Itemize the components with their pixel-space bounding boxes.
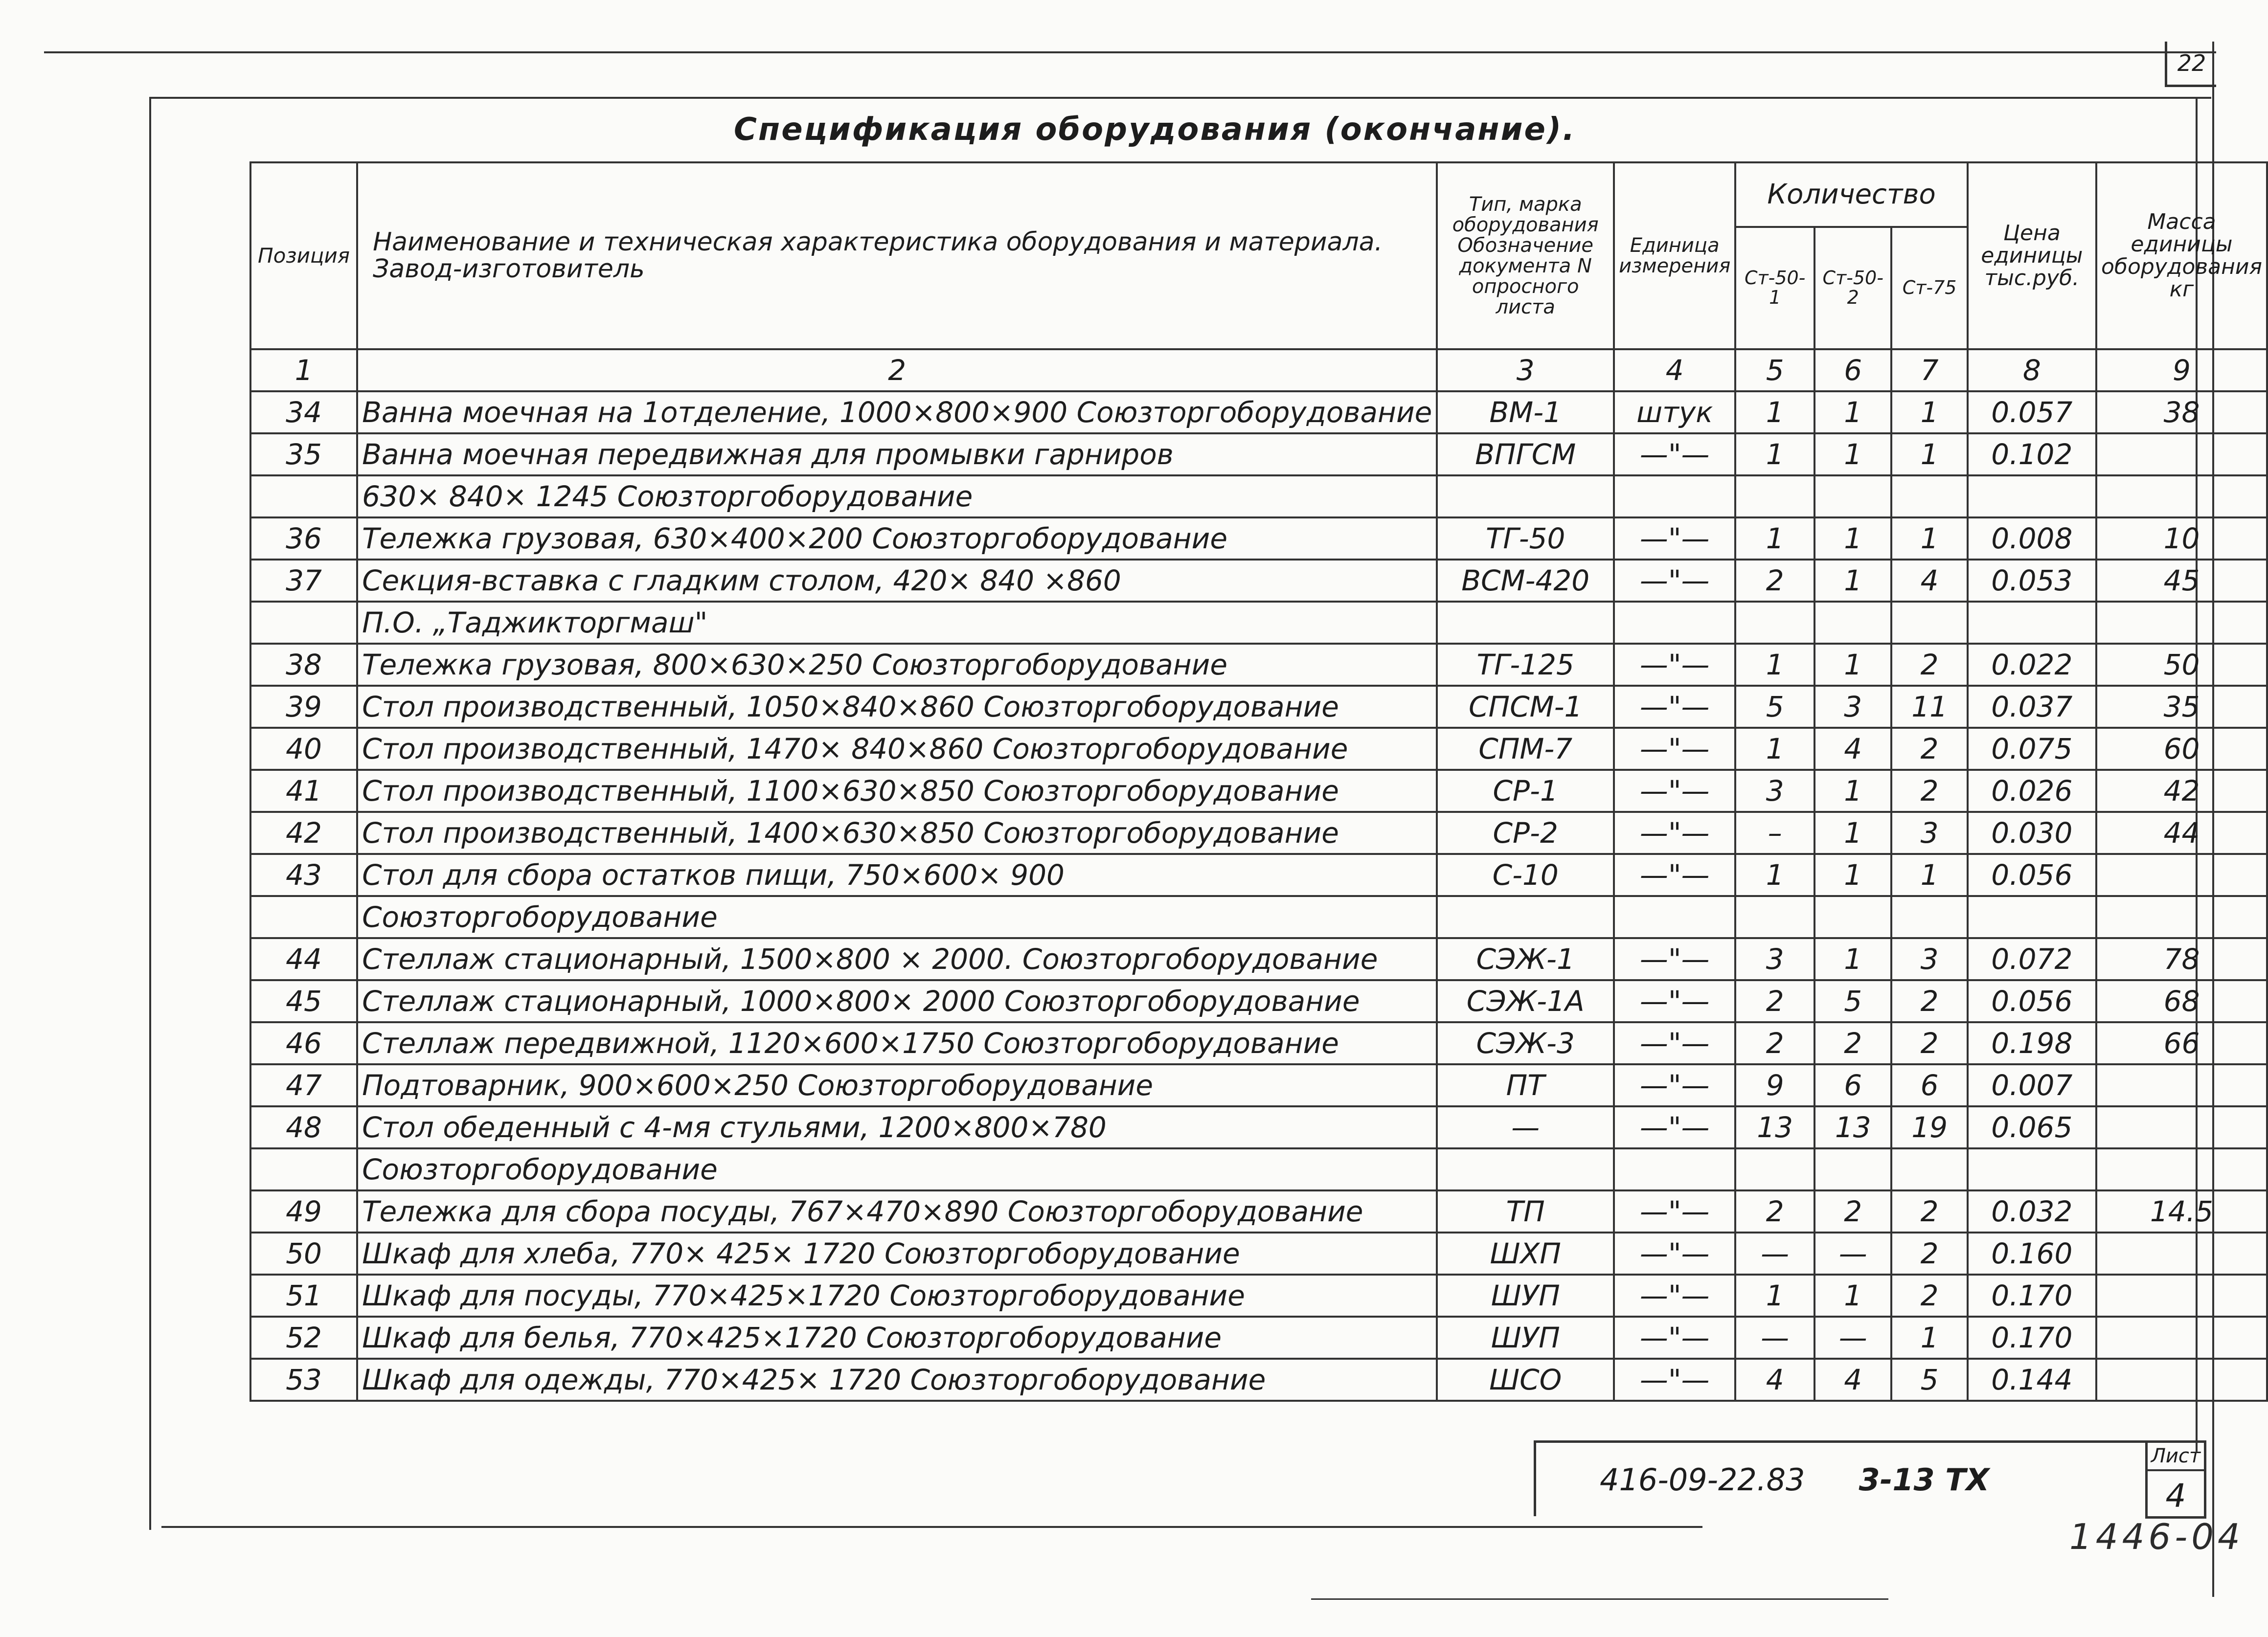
column-number: 5 [1735, 349, 1814, 391]
cell-price: 0.170 [1968, 1317, 2096, 1359]
cell-q2: 2 [1814, 1022, 1891, 1064]
cell-type: С-10 [1437, 854, 1614, 896]
cell-mass: 78 [2096, 938, 2267, 980]
cell-q2 [1814, 475, 1891, 517]
cell-unit: —"— [1614, 812, 1735, 854]
cell-price [1968, 1148, 2096, 1190]
cell-q3: 11 [1891, 686, 1967, 728]
cell-type: СР-1 [1437, 770, 1614, 812]
cell-name: П.О. „Таджикторгмаш" [357, 602, 1437, 644]
cell-unit [1614, 896, 1735, 938]
cell-mass: 50 [2096, 644, 2267, 686]
cell-q3: 2 [1891, 1190, 1967, 1233]
column-number-row [250, 349, 2267, 391]
cell-type [1437, 896, 1614, 938]
header-unit: Единица измерения [1614, 162, 1735, 349]
table-row [250, 1022, 2267, 1064]
cell-q3: 2 [1891, 644, 1967, 686]
cell-name: Стол производственный, 1050×840×860 Союзторгоборудование [357, 686, 1437, 728]
cell-unit [1614, 602, 1735, 644]
cell-mass: 68 [2096, 980, 2267, 1022]
cell-unit: —"— [1614, 1317, 1735, 1359]
cell-unit [1614, 475, 1735, 517]
cell-q3: 1 [1891, 433, 1967, 475]
cell-mass [2096, 475, 2267, 517]
cell-mass: 44 [2096, 812, 2267, 854]
inner-frame-bottom [161, 1526, 1702, 1528]
cell-pos: 37 [250, 560, 357, 602]
table-row [250, 938, 2267, 980]
cell-mass: 60 [2096, 728, 2267, 770]
cell-price: 0.037 [1968, 686, 2096, 728]
cell-name: Стол производственный, 1100×630×850 Союзторгоборудование [357, 770, 1437, 812]
column-number: 3 [1437, 349, 1614, 391]
cell-q2: 1 [1814, 517, 1891, 560]
cell-name: Стол для сбора остатков пищи, 750×600× 900 [357, 854, 1437, 896]
specification-table [249, 161, 2268, 1402]
cell-pos: 40 [250, 728, 357, 770]
cell-mass [2096, 896, 2267, 938]
cell-pos: 47 [250, 1064, 357, 1106]
table-row [250, 896, 2267, 938]
bottom-scan-line [1311, 1598, 1888, 1600]
cell-q1 [1735, 896, 1814, 938]
cell-pos: 42 [250, 812, 357, 854]
cell-price: 0.160 [1968, 1233, 2096, 1275]
cell-q2: 1 [1814, 644, 1891, 686]
cell-mass: 14.5 [2096, 1190, 2267, 1233]
cell-type: ШСО [1437, 1359, 1614, 1401]
cell-name: Союзторгоборудование [357, 896, 1437, 938]
cell-name: Тележка для сбора посуды, 767×470×890 Союзторгоборудование [357, 1190, 1437, 1233]
cell-type [1437, 475, 1614, 517]
cell-q1: 3 [1735, 938, 1814, 980]
cell-mass [2096, 1317, 2267, 1359]
cell-price: 0.026 [1968, 770, 2096, 812]
cell-type: ШХП [1437, 1233, 1614, 1275]
table-row [250, 517, 2267, 560]
cell-q3 [1891, 896, 1967, 938]
cell-name: Подтоварник, 900×600×250 Союзторгоборудование [357, 1064, 1437, 1106]
table-row [250, 1317, 2267, 1359]
cell-type: СПСМ-1 [1437, 686, 1614, 728]
cell-mass: 10 [2096, 517, 2267, 560]
cell-q1: 2 [1735, 1190, 1814, 1233]
cell-price: 0.007 [1968, 1064, 2096, 1106]
cell-q2 [1814, 602, 1891, 644]
cell-type [1437, 602, 1614, 644]
table-row [250, 391, 2267, 433]
cell-pos: 53 [250, 1359, 357, 1401]
cell-unit: —"— [1614, 938, 1735, 980]
cell-q2: 1 [1814, 854, 1891, 896]
table-row [250, 770, 2267, 812]
cell-name: Ванна моечная передвижная для промывки гарниров [357, 433, 1437, 475]
cell-pos: 44 [250, 938, 357, 980]
cell-q1: 1 [1735, 391, 1814, 433]
table-row [250, 644, 2267, 686]
cell-name: Стол производственный, 1470× 840×860 Союзторгоборудование [357, 728, 1437, 770]
cell-q3 [1891, 475, 1967, 517]
cell-type: ВПГСМ [1437, 433, 1614, 475]
cell-type: ТГ-125 [1437, 644, 1614, 686]
cell-unit: —"— [1614, 1064, 1735, 1106]
cell-price: 0.053 [1968, 560, 2096, 602]
cell-q2: 1 [1814, 938, 1891, 980]
cell-pos: 52 [250, 1317, 357, 1359]
cell-price: 0.144 [1968, 1359, 2096, 1401]
cell-price: 0.056 [1968, 980, 2096, 1022]
cell-q2: 4 [1814, 728, 1891, 770]
cell-q3 [1891, 602, 1967, 644]
cell-unit: —"— [1614, 854, 1735, 896]
cell-name: 630× 840× 1245 Союзторгоборудование [357, 475, 1437, 517]
column-number: 7 [1891, 349, 1967, 391]
cell-q3: 1 [1891, 854, 1967, 896]
column-number: 9 [2096, 349, 2267, 391]
document-subcode: 3-13 ТХ [1859, 1461, 1990, 1498]
cell-q2: 2 [1814, 1190, 1891, 1233]
header-position: Позиция [250, 162, 357, 349]
cell-name: Шкаф для хлеба, 770× 425× 1720 Союзторгоборудование [357, 1233, 1437, 1275]
header-type: Тип, марка оборудования Обозначение документа N опросного листа [1437, 162, 1614, 349]
cell-q3: 6 [1891, 1064, 1967, 1106]
cell-q3: 4 [1891, 560, 1967, 602]
cell-q1 [1735, 1148, 1814, 1190]
cell-mass [2096, 602, 2267, 644]
cell-q3: 2 [1891, 980, 1967, 1022]
cell-q1: 4 [1735, 1359, 1814, 1401]
cell-q2: 3 [1814, 686, 1891, 728]
cell-type: ТГ-50 [1437, 517, 1614, 560]
column-number: 6 [1814, 349, 1891, 391]
cell-name: Стол производственный, 1400×630×850 Союзторгоборудование [357, 812, 1437, 854]
column-number: 8 [1968, 349, 2096, 391]
cell-type: СР-2 [1437, 812, 1614, 854]
cell-type: СЭЖ-1А [1437, 980, 1614, 1022]
cell-price: 0.056 [1968, 854, 2096, 896]
cell-q2: 1 [1814, 770, 1891, 812]
cell-q1: 1 [1735, 644, 1814, 686]
cell-q3: 2 [1891, 1275, 1967, 1317]
cell-q3: 3 [1891, 812, 1967, 854]
cell-name: Стеллаж передвижной, 1120×600×1750 Союзторгоборудование [357, 1022, 1437, 1064]
cell-type [1437, 1148, 1614, 1190]
cell-q2 [1814, 896, 1891, 938]
specification-body [250, 349, 2267, 1401]
header-price: Цена единицы тыс.руб. [1968, 162, 2096, 349]
cell-name: Ванна моечная на 1отделение, 1000×800×900 Союзторгоборудование [357, 391, 1437, 433]
cell-q2 [1814, 1148, 1891, 1190]
cell-unit: —"— [1614, 1275, 1735, 1317]
cell-price: 0.075 [1968, 728, 2096, 770]
cell-pos [250, 1148, 357, 1190]
cell-q3: 1 [1891, 391, 1967, 433]
cell-pos: 34 [250, 391, 357, 433]
cell-unit: —"— [1614, 728, 1735, 770]
cell-type: ТП [1437, 1190, 1614, 1233]
cell-mass: 35 [2096, 686, 2267, 728]
page-title: Спецификация оборудования (окончание). [734, 112, 1576, 148]
cell-q3: 2 [1891, 770, 1967, 812]
header-qty-st50-2: Ст-50-2 [1814, 227, 1891, 349]
cell-q1: 2 [1735, 980, 1814, 1022]
table-row [250, 433, 2267, 475]
cell-unit: —"— [1614, 560, 1735, 602]
column-number: 2 [357, 349, 1437, 391]
cell-price: 0.008 [1968, 517, 2096, 560]
archive-number: 1446-04 [2069, 1516, 2244, 1557]
cell-q2: 1 [1814, 560, 1891, 602]
cell-type: ВМ-1 [1437, 391, 1614, 433]
cell-q1: 5 [1735, 686, 1814, 728]
sheet-number-box [2145, 1440, 2206, 1519]
cell-price [1968, 475, 2096, 517]
cell-pos: 45 [250, 980, 357, 1022]
cell-mass [2096, 1233, 2267, 1275]
cell-price [1968, 602, 2096, 644]
cell-q3: 1 [1891, 517, 1967, 560]
cell-mass [2096, 1148, 2267, 1190]
cell-unit: —"— [1614, 1359, 1735, 1401]
cell-pos: 35 [250, 433, 357, 475]
table-row [250, 1233, 2267, 1275]
cell-q2: 1 [1814, 433, 1891, 475]
cell-unit [1614, 1148, 1735, 1190]
cell-q1: 1 [1735, 517, 1814, 560]
cell-type: ПТ [1437, 1064, 1614, 1106]
cell-pos: 48 [250, 1106, 357, 1148]
table-row [250, 1275, 2267, 1317]
cell-q3: 2 [1891, 1022, 1967, 1064]
cell-name: Секция-вставка с гладким столом, 420× 840 ×860 [357, 560, 1437, 602]
table-row [250, 854, 2267, 896]
cell-q1: – [1735, 812, 1814, 854]
cell-q1: 13 [1735, 1106, 1814, 1148]
cell-type: СЭЖ-3 [1437, 1022, 1614, 1064]
cell-unit: —"— [1614, 686, 1735, 728]
column-number: 4 [1614, 349, 1735, 391]
cell-name: Стол обеденный с 4-мя стульями, 1200×800×780 [357, 1106, 1437, 1148]
table-row [250, 980, 2267, 1022]
cell-pos: 50 [250, 1233, 357, 1275]
cell-q2: 6 [1814, 1064, 1891, 1106]
cell-unit: —"— [1614, 770, 1735, 812]
cell-q2: — [1814, 1317, 1891, 1359]
cell-type: СЭЖ-1 [1437, 938, 1614, 980]
cell-price: 0.065 [1968, 1106, 2096, 1148]
cell-q2: 1 [1814, 812, 1891, 854]
cell-q1: 3 [1735, 770, 1814, 812]
cell-mass [2096, 1106, 2267, 1148]
sheet-corner-number: 22 [2165, 42, 2216, 87]
cell-q1: 1 [1735, 1275, 1814, 1317]
sheet-label: Лист [2148, 1445, 2204, 1471]
sheet-number: 4 [2165, 1477, 2186, 1515]
cell-q1: 9 [1735, 1064, 1814, 1106]
cell-name: Шкаф для одежды, 770×425× 1720 Союзторгоборудование [357, 1359, 1437, 1401]
cell-mass [2096, 1275, 2267, 1317]
cell-mass: 66 [2096, 1022, 2267, 1064]
cell-name: Тележка грузовая, 630×400×200 Союзторгоборудование [357, 517, 1437, 560]
cell-q1 [1735, 602, 1814, 644]
cell-mass: 38 [2096, 391, 2267, 433]
cell-mass: 42 [2096, 770, 2267, 812]
cell-name: Стеллаж стационарный, 1500×800 × 2000. Союзторгоборудование [357, 938, 1437, 980]
cell-q2: 5 [1814, 980, 1891, 1022]
header-qty-st75: Ст-75 [1891, 227, 1967, 349]
cell-q3: 1 [1891, 1317, 1967, 1359]
cell-q1: 2 [1735, 1022, 1814, 1064]
header-qty-st50-1: Ст-50-1 [1735, 227, 1814, 349]
cell-q3: 5 [1891, 1359, 1967, 1401]
cell-price: 0.072 [1968, 938, 2096, 980]
cell-price: 0.030 [1968, 812, 2096, 854]
table-row [250, 686, 2267, 728]
header-mass: Масса единицы оборудования кг [2096, 162, 2267, 349]
cell-q3: 2 [1891, 1233, 1967, 1275]
cell-price [1968, 896, 2096, 938]
cell-unit: —"— [1614, 1233, 1735, 1275]
cell-price: 0.102 [1968, 433, 2096, 475]
cell-pos: 38 [250, 644, 357, 686]
cell-price: 0.032 [1968, 1190, 2096, 1233]
outer-frame-top [44, 51, 2216, 53]
table-row [250, 560, 2267, 602]
cell-pos: 43 [250, 854, 357, 896]
cell-pos [250, 602, 357, 644]
cell-q2: 1 [1814, 391, 1891, 433]
cell-unit: —"— [1614, 433, 1735, 475]
cell-name: Союзторгоборудование [357, 1148, 1437, 1190]
cell-price: 0.057 [1968, 391, 2096, 433]
document-code: 416-09-22.83 [1600, 1461, 1805, 1498]
cell-q3 [1891, 1148, 1967, 1190]
table-row [250, 1359, 2267, 1401]
cell-q1: — [1735, 1233, 1814, 1275]
cell-mass [2096, 854, 2267, 896]
cell-pos: 39 [250, 686, 357, 728]
cell-pos: 41 [250, 770, 357, 812]
table-row [250, 1064, 2267, 1106]
cell-q2: 1 [1814, 1275, 1891, 1317]
cell-mass [2096, 433, 2267, 475]
cell-q3: 2 [1891, 728, 1967, 770]
cell-pos [250, 475, 357, 517]
cell-q1: 1 [1735, 728, 1814, 770]
cell-mass [2096, 1359, 2267, 1401]
cell-price: 0.198 [1968, 1022, 2096, 1064]
cell-q2: 4 [1814, 1359, 1891, 1401]
cell-unit: —"— [1614, 980, 1735, 1022]
cell-pos: 51 [250, 1275, 357, 1317]
table-row [250, 475, 2267, 517]
header-quantity: Количество [1735, 162, 1967, 227]
cell-pos: 46 [250, 1022, 357, 1064]
table-row [250, 728, 2267, 770]
cell-pos: 36 [250, 517, 357, 560]
column-number: 1 [250, 349, 357, 391]
cell-unit: —"— [1614, 644, 1735, 686]
cell-mass: 45 [2096, 560, 2267, 602]
cell-price: 0.170 [1968, 1275, 2096, 1317]
cell-pos [250, 896, 357, 938]
cell-q2: — [1814, 1233, 1891, 1275]
table-row [250, 812, 2267, 854]
table-row [250, 1148, 2267, 1190]
cell-type: ШУП [1437, 1317, 1614, 1359]
cell-unit: —"— [1614, 1022, 1735, 1064]
cell-pos: 49 [250, 1190, 357, 1233]
cell-unit: штук [1614, 391, 1735, 433]
cell-unit: —"— [1614, 1190, 1735, 1233]
cell-type: — [1437, 1106, 1614, 1148]
cell-unit: —"— [1614, 1106, 1735, 1148]
cell-name: Шкаф для белья, 770×425×1720 Союзторгоборудование [357, 1317, 1437, 1359]
cell-name: Шкаф для посуды, 770×425×1720 Союзторгоборудование [357, 1275, 1437, 1317]
cell-type: СПМ-7 [1437, 728, 1614, 770]
inner-frame-top [149, 97, 2211, 99]
header-name: Наименование и техническая характеристика оборудования и материала. Завод-изготовитель [357, 162, 1437, 349]
title-block [1534, 1440, 2148, 1516]
cell-q1: — [1735, 1317, 1814, 1359]
cell-q2: 13 [1814, 1106, 1891, 1148]
cell-name: Стеллаж стационарный, 1000×800× 2000 Союзторгоборудование [357, 980, 1437, 1022]
cell-q1: 2 [1735, 560, 1814, 602]
cell-type: ВСМ-420 [1437, 560, 1614, 602]
cell-unit: —"— [1614, 517, 1735, 560]
table-row [250, 1190, 2267, 1233]
cell-q1: 1 [1735, 854, 1814, 896]
table-row [250, 602, 2267, 644]
cell-q3: 3 [1891, 938, 1967, 980]
cell-name: Тележка грузовая, 800×630×250 Союзторгоборудование [357, 644, 1437, 686]
cell-q1 [1735, 475, 1814, 517]
cell-type: ШУП [1437, 1275, 1614, 1317]
cell-q3: 19 [1891, 1106, 1967, 1148]
inner-frame-left [149, 97, 151, 1530]
cell-price: 0.022 [1968, 644, 2096, 686]
table-row [250, 1106, 2267, 1148]
cell-q1: 1 [1735, 433, 1814, 475]
cell-mass [2096, 1064, 2267, 1106]
